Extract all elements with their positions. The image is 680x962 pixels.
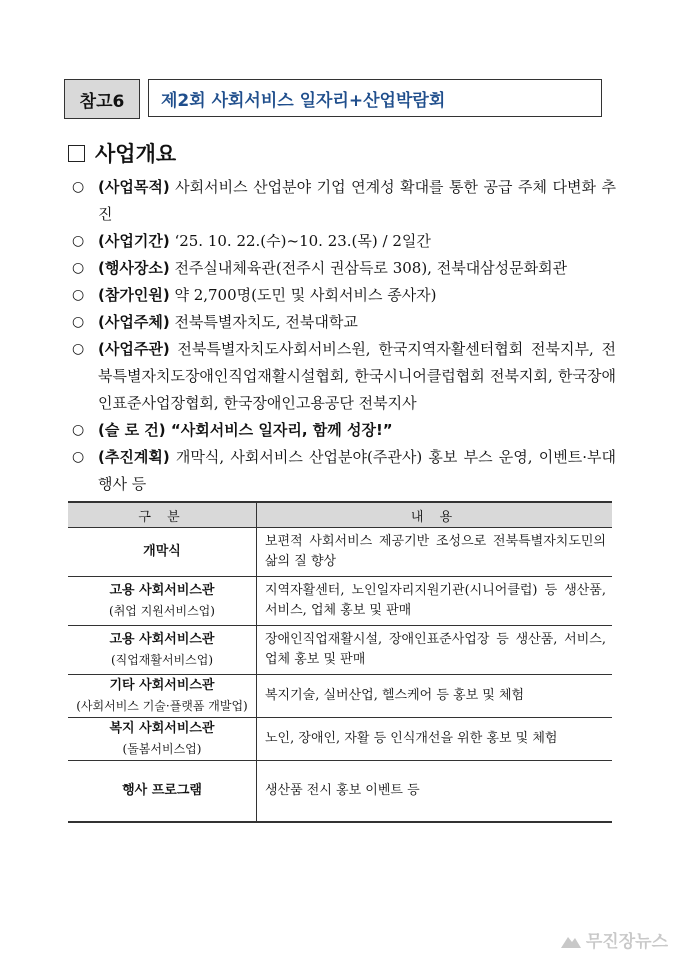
overview-list bbox=[72, 174, 616, 498]
circle-bullet-icon: ○ bbox=[72, 233, 85, 249]
item-key: (사업기간) bbox=[98, 232, 170, 250]
list-item bbox=[72, 282, 616, 309]
circle-bullet-icon: ○ bbox=[72, 422, 85, 438]
reference-tag: 참고6 bbox=[64, 79, 140, 119]
item-text: 약 2,700명(도민 및 사회서비스 종사자) bbox=[169, 286, 437, 304]
item-text: 개막식, 사회서비스 산업분야(주관사) 홍보 부스 운영, 이벤트·부대행사 등 bbox=[98, 448, 616, 493]
list-item bbox=[72, 228, 616, 255]
item-text: 전북특별자치도사회서비스원, 한국지역자활센터협회 전북지부, 전북특별자치도장애인직업재활시설협회, 한국시니어클럽협회 전북지회, 한국장애인표준사업장협회, 한국장애인고용공단 전북지사 bbox=[98, 340, 616, 412]
item-text: ‘25. 10. 22.(수)~10. 23.(목) / 2일간 bbox=[169, 232, 431, 250]
list-item bbox=[72, 174, 616, 228]
item-key: (행사장소) bbox=[98, 259, 170, 277]
item-text: 전주실내체육관(전주시 권삼득로 308), 전북대삼성문화회관 bbox=[169, 259, 568, 277]
section-title: 사업개요 bbox=[95, 142, 177, 166]
content-cell: 생산품 전시 홍보 이벤트 등 bbox=[257, 761, 613, 823]
table-row bbox=[68, 626, 612, 675]
category-sub: (돌봄서비스업) bbox=[122, 742, 202, 756]
circle-bullet-icon: ○ bbox=[72, 260, 85, 276]
category-name: 고용 사회서비스관 bbox=[109, 583, 215, 598]
circle-bullet-icon: ○ bbox=[72, 314, 85, 330]
mountain-logo-icon bbox=[560, 931, 582, 949]
category-cell bbox=[68, 718, 257, 761]
table-row bbox=[68, 761, 612, 823]
category-cell bbox=[68, 761, 257, 823]
item-key: (사업주관) bbox=[98, 340, 170, 358]
program-table bbox=[68, 501, 612, 823]
item-key: (추진계획) bbox=[98, 448, 170, 466]
category-name: 복지 사회서비스관 bbox=[109, 721, 215, 736]
reference-header bbox=[64, 79, 602, 119]
watermark bbox=[560, 927, 668, 952]
column-header: 내 용 bbox=[257, 502, 613, 528]
square-bullet-icon bbox=[68, 145, 85, 162]
table-row bbox=[68, 528, 612, 577]
category-cell bbox=[68, 577, 257, 626]
table-header-row bbox=[68, 502, 612, 528]
category-sub: (취업 지원서비스업) bbox=[109, 604, 215, 618]
category-name: 기타 사회서비스관 bbox=[109, 678, 215, 693]
category-cell bbox=[68, 626, 257, 675]
content-cell: 보편적 사회서비스 제공기반 조성으로 전북특별자치도민의 삶의 질 향상 bbox=[257, 528, 613, 577]
table-row bbox=[68, 718, 612, 761]
item-key: (슬 로 건) bbox=[98, 421, 166, 439]
item-key: (참가인원) bbox=[98, 286, 170, 304]
document-title: 제2회 사회서비스 일자리+산업박람회 bbox=[148, 79, 602, 117]
list-item bbox=[72, 444, 616, 498]
table-row bbox=[68, 577, 612, 626]
category-sub: (사회서비스 기술·플랫폼 개발업) bbox=[76, 699, 248, 713]
watermark-text: 무진장뉴스 bbox=[585, 932, 668, 952]
list-item bbox=[72, 336, 616, 417]
category-cell bbox=[68, 528, 257, 577]
item-key: (사업목적) bbox=[98, 178, 170, 196]
circle-bullet-icon: ○ bbox=[72, 287, 85, 303]
content-cell: 복지기술, 실버산업, 헬스케어 등 홍보 및 체험 bbox=[257, 675, 613, 718]
item-text: 사회서비스 산업분야 기업 연계성 확대를 통한 공급 주체 다변화 추진 bbox=[98, 178, 616, 223]
table-row bbox=[68, 675, 612, 718]
item-text: “사회서비스 일자리, 함께 성장!” bbox=[165, 421, 393, 439]
section-heading bbox=[68, 138, 176, 168]
category-name: 행사 프로그램 bbox=[122, 783, 202, 798]
list-item bbox=[72, 309, 616, 336]
content-cell: 지역자활센터, 노인일자리지원기관(시니어클럽) 등 생산품, 서비스, 업체 홍보 및 판매 bbox=[257, 577, 613, 626]
circle-bullet-icon: ○ bbox=[72, 449, 85, 465]
item-text: 전북특별자치도, 전북대학교 bbox=[169, 313, 358, 331]
content-cell: 노인, 장애인, 자활 등 인식개선을 위한 홍보 및 체험 bbox=[257, 718, 613, 761]
content-cell: 장애인직업재활시설, 장애인표준사업장 등 생산품, 서비스, 업체 홍보 및 판매 bbox=[257, 626, 613, 675]
item-key: (사업주체) bbox=[98, 313, 170, 331]
category-sub: (직업재활서비스업) bbox=[110, 653, 214, 667]
category-name: 개막식 bbox=[143, 544, 181, 559]
column-header: 구 분 bbox=[68, 502, 257, 528]
circle-bullet-icon: ○ bbox=[72, 341, 85, 357]
list-item bbox=[72, 417, 616, 444]
circle-bullet-icon: ○ bbox=[72, 179, 85, 195]
list-item bbox=[72, 255, 616, 282]
category-name: 고용 사회서비스관 bbox=[109, 632, 215, 647]
category-cell bbox=[68, 675, 257, 718]
